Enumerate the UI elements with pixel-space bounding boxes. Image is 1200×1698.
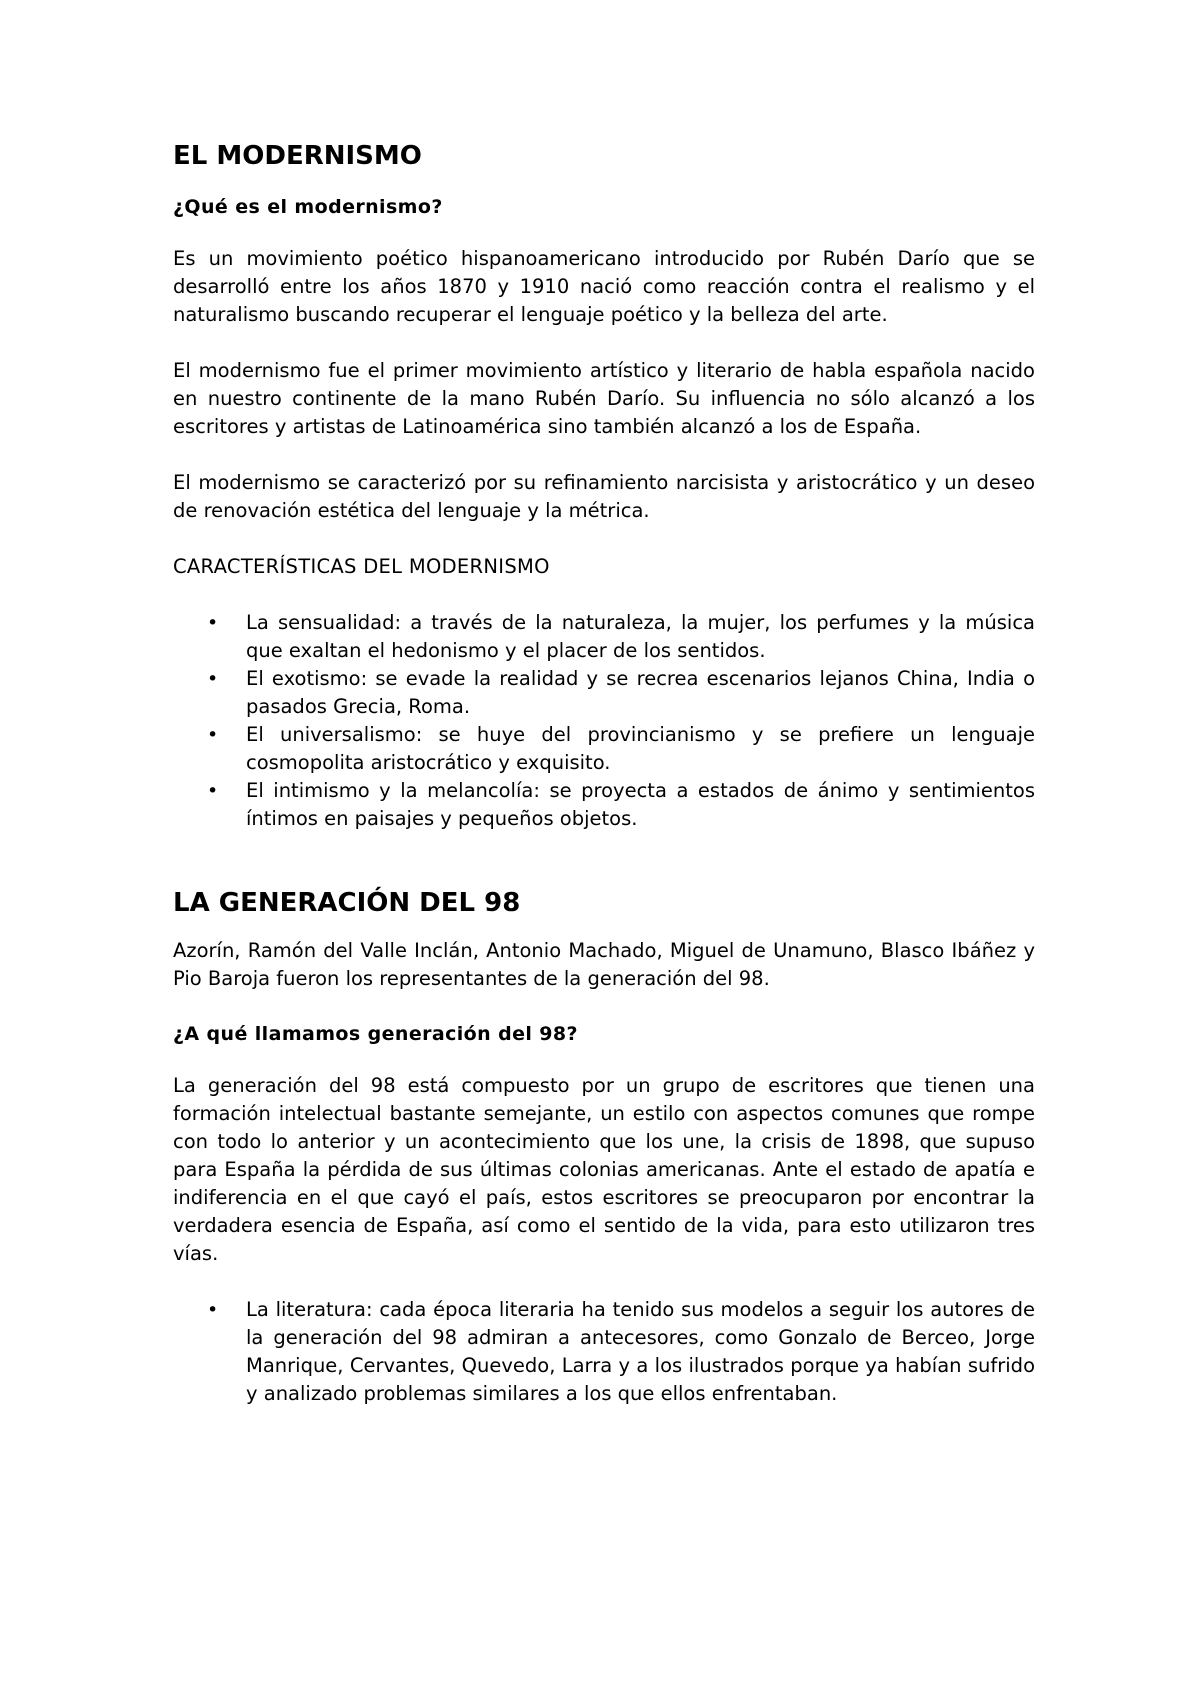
section-title-modernismo: EL MODERNISMO: [173, 141, 422, 171]
list-item-text: La literatura: cada época literaria ha tenido sus modelos a seguir los autores de la generación del 98 admiran a antecesores, como Gonzalo de Berceo, Jorge Manrique, Cervantes, Quevedo, Larra y a los ilustrados porque ya habían sufrido y analizado problemas similares a los que ellos enfrentaban.: [246, 1298, 1035, 1405]
list-item-text: El exotismo: se evade la realidad y se recrea escenarios lejanos China, India o pasados Grecia, Roma.: [246, 667, 1035, 718]
paragraph-modernismo-origin: El modernismo fue el primer movimiento artístico y literario de habla española nacido en nuestro continente de la mano Rubén Darío. Su influencia no sólo alcanzó a los escritores y artistas de Latinoamérica sino también alcanzó a los de España.: [173, 359, 1035, 438]
ways-list: [173, 1296, 1035, 1408]
paragraph-modernismo-definition: Es un movimiento poético hispanoamericano introducido por Rubén Darío que se desarrolló entre los años 1870 y 1910 nació como reacción contra el realismo y el naturalismo buscando recuperar el lenguaje poético y la belleza del arte.: [173, 247, 1035, 326]
paragraph-generacion-representatives: Azorín, Ramón del Valle Inclán, Antonio Machado, Miguel de Unamuno, Blasco Ibáñez y Pio Baroja fueron los representantes de la generación del 98.: [173, 939, 1035, 990]
bullet-icon: •: [207, 612, 219, 634]
list-item: [207, 1296, 1035, 1408]
list-item: [207, 665, 1035, 721]
question-generacion-98: ¿A qué llamamos generación del 98?: [173, 1023, 578, 1045]
question-que-es-modernismo: ¿Qué es el modernismo?: [173, 196, 443, 218]
list-item-text: El intimismo y la melancolía: se proyecta a estados de ánimo y sentimientos íntimos en paisajes y pequeños objetos.: [246, 779, 1035, 830]
bullet-icon: •: [207, 724, 219, 746]
features-heading: CARACTERÍSTICAS DEL MODERNISMO: [173, 555, 550, 578]
list-item-text: La sensualidad: a través de la naturaleza, la mujer, los perfumes y la música que exaltan el hedonismo y el placer de los sentidos.: [246, 611, 1035, 662]
paragraph-modernismo-traits: El modernismo se caracterizó por su refinamiento narcisista y aristocrático y un deseo de renovación estética del lenguaje y la métrica.: [173, 471, 1035, 522]
features-list: [173, 609, 1035, 833]
bullet-icon: •: [207, 1299, 219, 1321]
bullet-icon: •: [207, 668, 219, 690]
list-item: [207, 721, 1035, 777]
document-page: [173, 138, 1035, 1430]
bullet-icon: •: [207, 780, 219, 802]
list-item: [207, 609, 1035, 665]
section-title-generacion-98: LA GENERACIÓN DEL 98: [173, 888, 521, 918]
list-item-text: El universalismo: se huye del provincianismo y se prefiere un lenguaje cosmopolita aristocrático y exquisito.: [246, 723, 1035, 774]
paragraph-generacion-description: La generación del 98 está compuesto por un grupo de escritores que tienen una formación intelectual bastante semejante, un estilo con aspectos comunes que rompe con todo lo anterior y un acontecimiento que los une, la crisis de 1898, que supuso para España la pérdida de sus últimas colonias americanas. Ante el estado de apatía e indiferencia en el que cayó el país, estos escritores se preocuparon por encontrar la verdadera esencia de España, así como el sentido de la vida, para esto utilizaron tres vías.: [173, 1074, 1035, 1265]
list-item: [207, 777, 1035, 833]
